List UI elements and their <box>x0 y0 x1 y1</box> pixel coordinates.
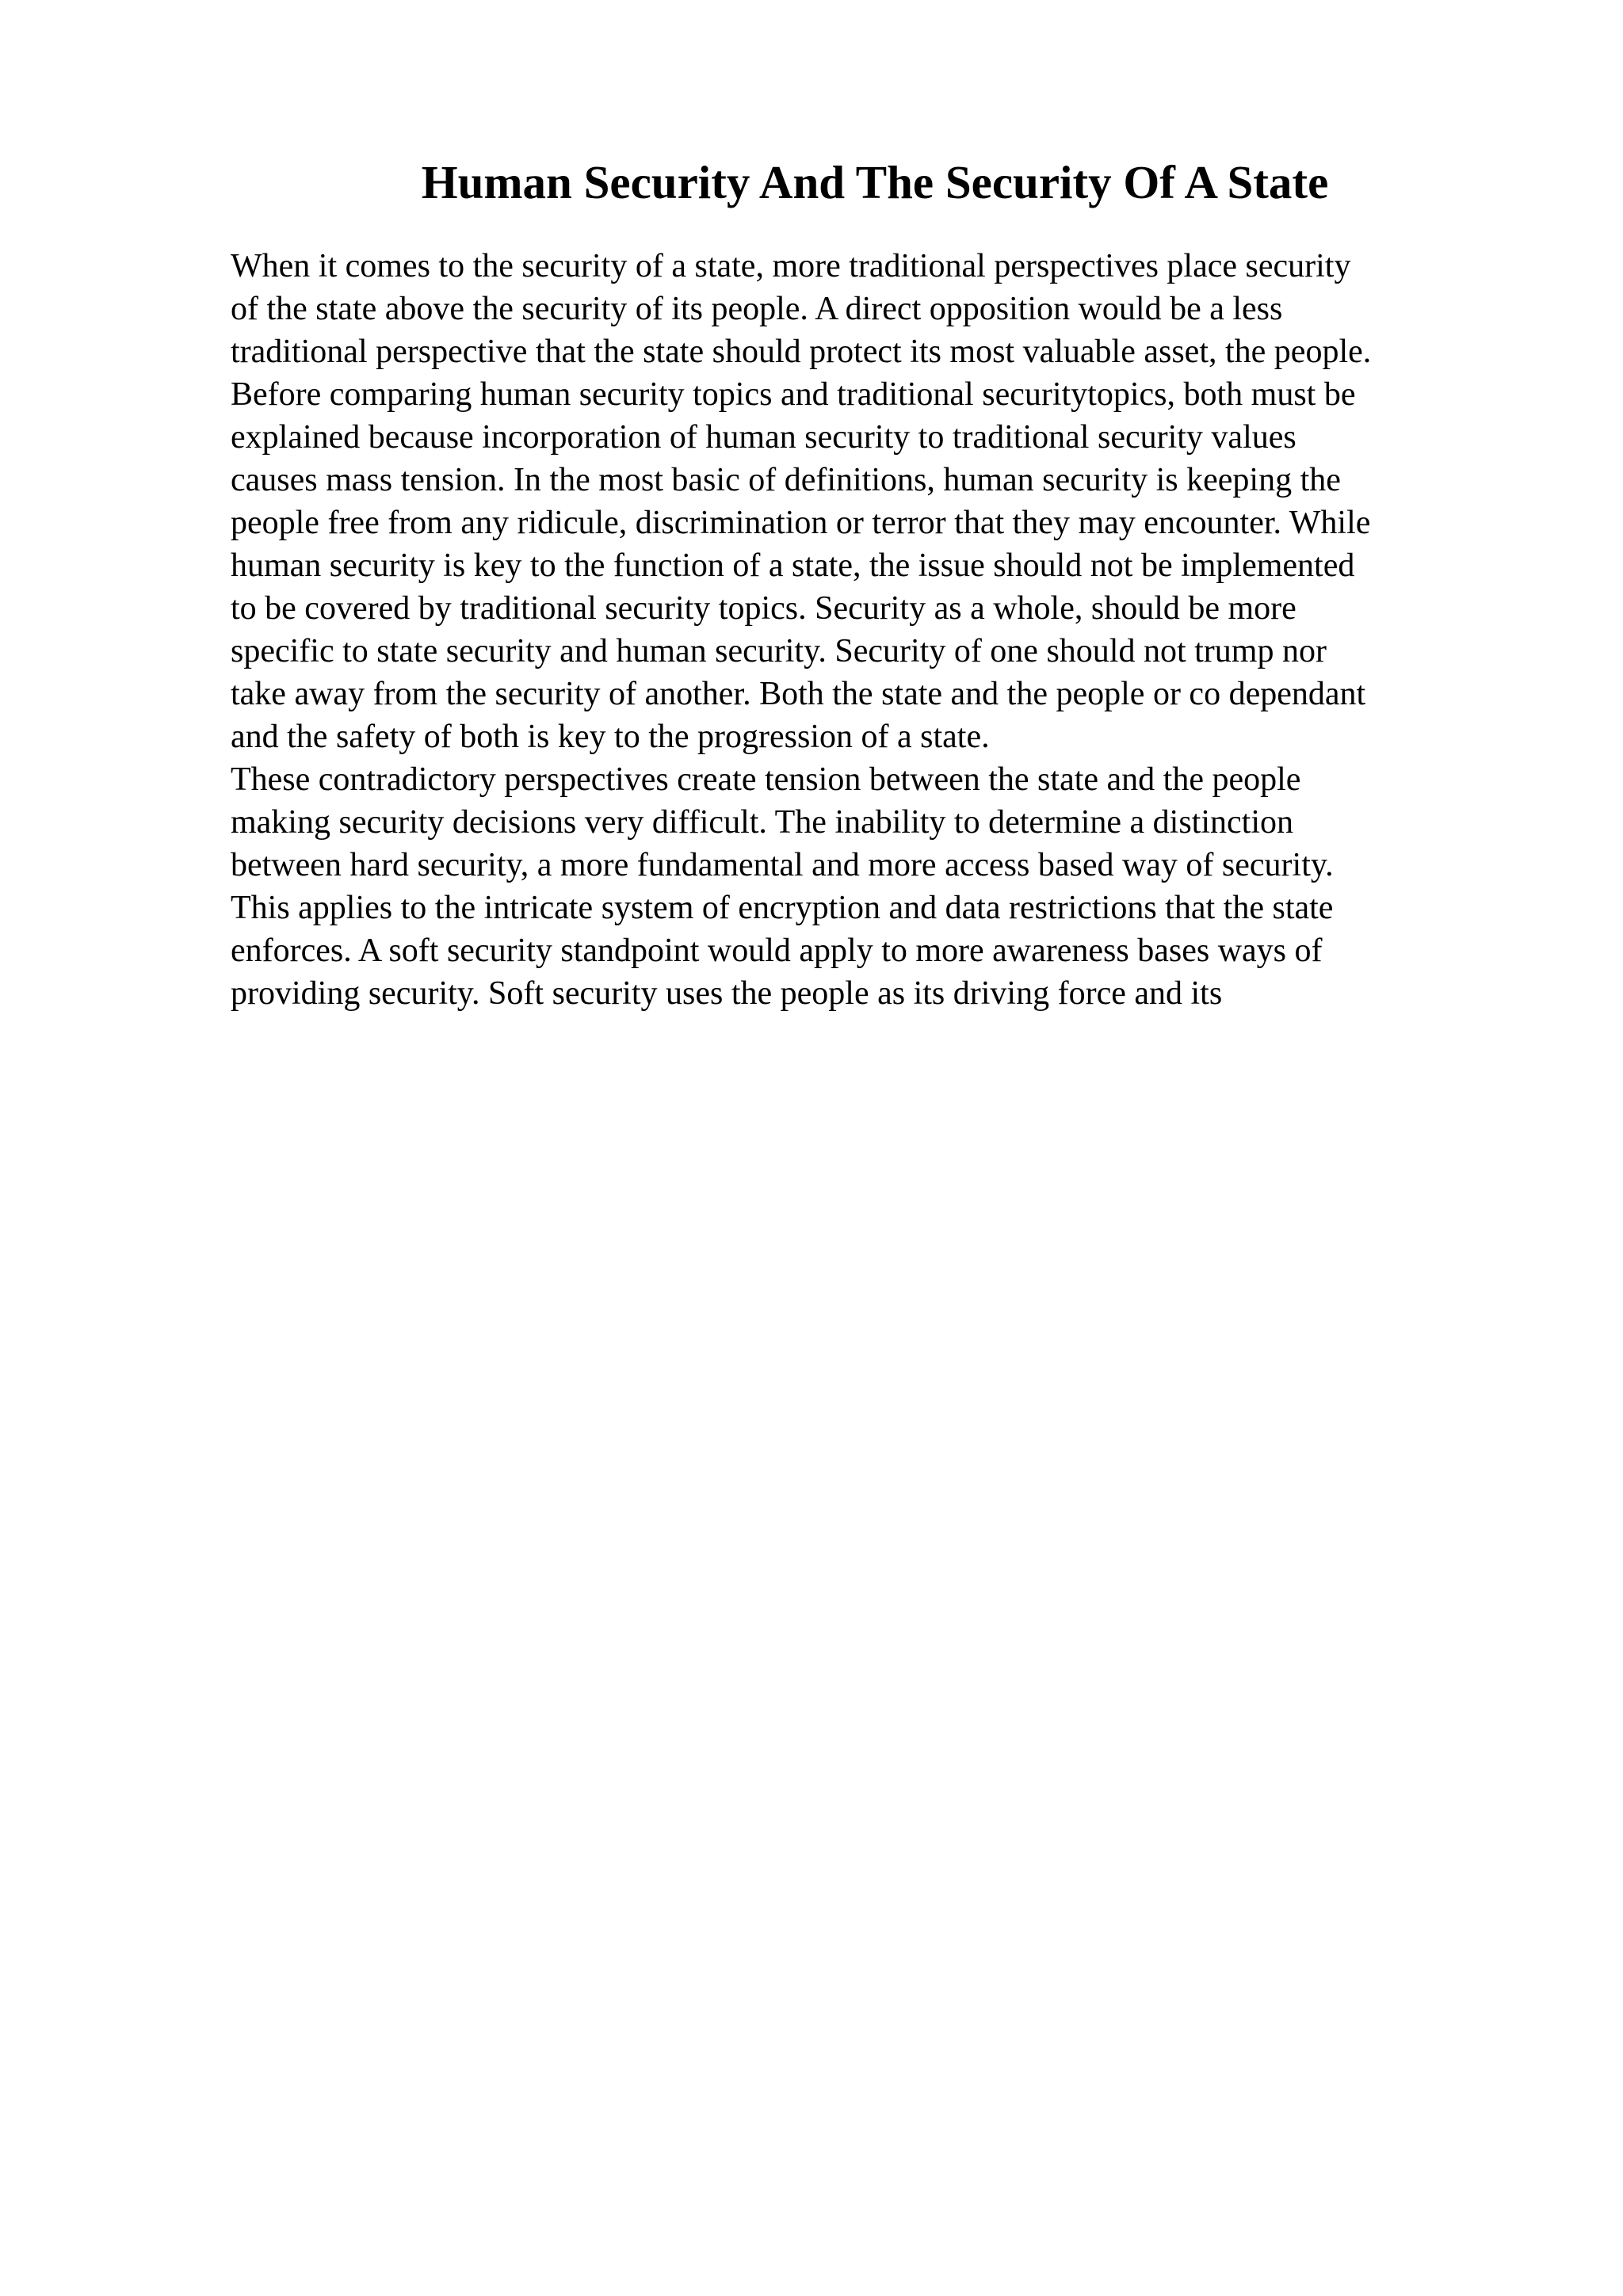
text-line: take away from the security of another. Both the state and the people or co dependant <box>231 676 1366 712</box>
text-line: specific to state security and human security. Security of one should not trump nor <box>231 633 1327 669</box>
text-line: causes mass tension. In the most basic of definitions, human security is keeping the <box>231 462 1341 498</box>
text-line: to be covered by traditional security topics. Security as a whole, should be more <box>231 590 1296 627</box>
text-line: This applies to the intricate system of encryption and data restrictions that the state <box>231 890 1334 926</box>
text-line: human security is key to the function of a state, the issue should not be implemented <box>231 547 1355 584</box>
text-line: These contradictory perspectives create tension between the state and the people <box>231 761 1301 798</box>
text-line: When it comes to the security of a state, more traditional perspectives place security <box>231 248 1351 284</box>
text-line: between hard security, a more fundamental and more access based way of security. <box>231 847 1334 883</box>
text-line: making security decisions very difficult. The inability to determine a distinction <box>231 804 1293 841</box>
text-line: traditional perspective that the state should protect its most valuable asset, the people. <box>231 334 1372 370</box>
text-line: explained because incorporation of human security to traditional security values <box>231 419 1296 456</box>
text-line: providing security. Soft security uses the people as its driving force and its <box>231 975 1223 1012</box>
text-line: of the state above the security of its people. A direct opposition would be a less <box>231 291 1283 327</box>
text-line: enforces. A soft security standpoint would apply to more awareness bases ways of <box>231 933 1323 969</box>
text-line: people free from any ridicule, discrimination or terror that they may encounter. While <box>231 505 1371 541</box>
document-body <box>231 245 1514 1015</box>
text-line: Before comparing human security topics and traditional securitytopics, both must be <box>231 376 1356 413</box>
text-line: and the safety of both is key to the progression of a state. <box>231 719 990 755</box>
document-title: Human Security And The Security Of A State <box>421 156 1329 208</box>
